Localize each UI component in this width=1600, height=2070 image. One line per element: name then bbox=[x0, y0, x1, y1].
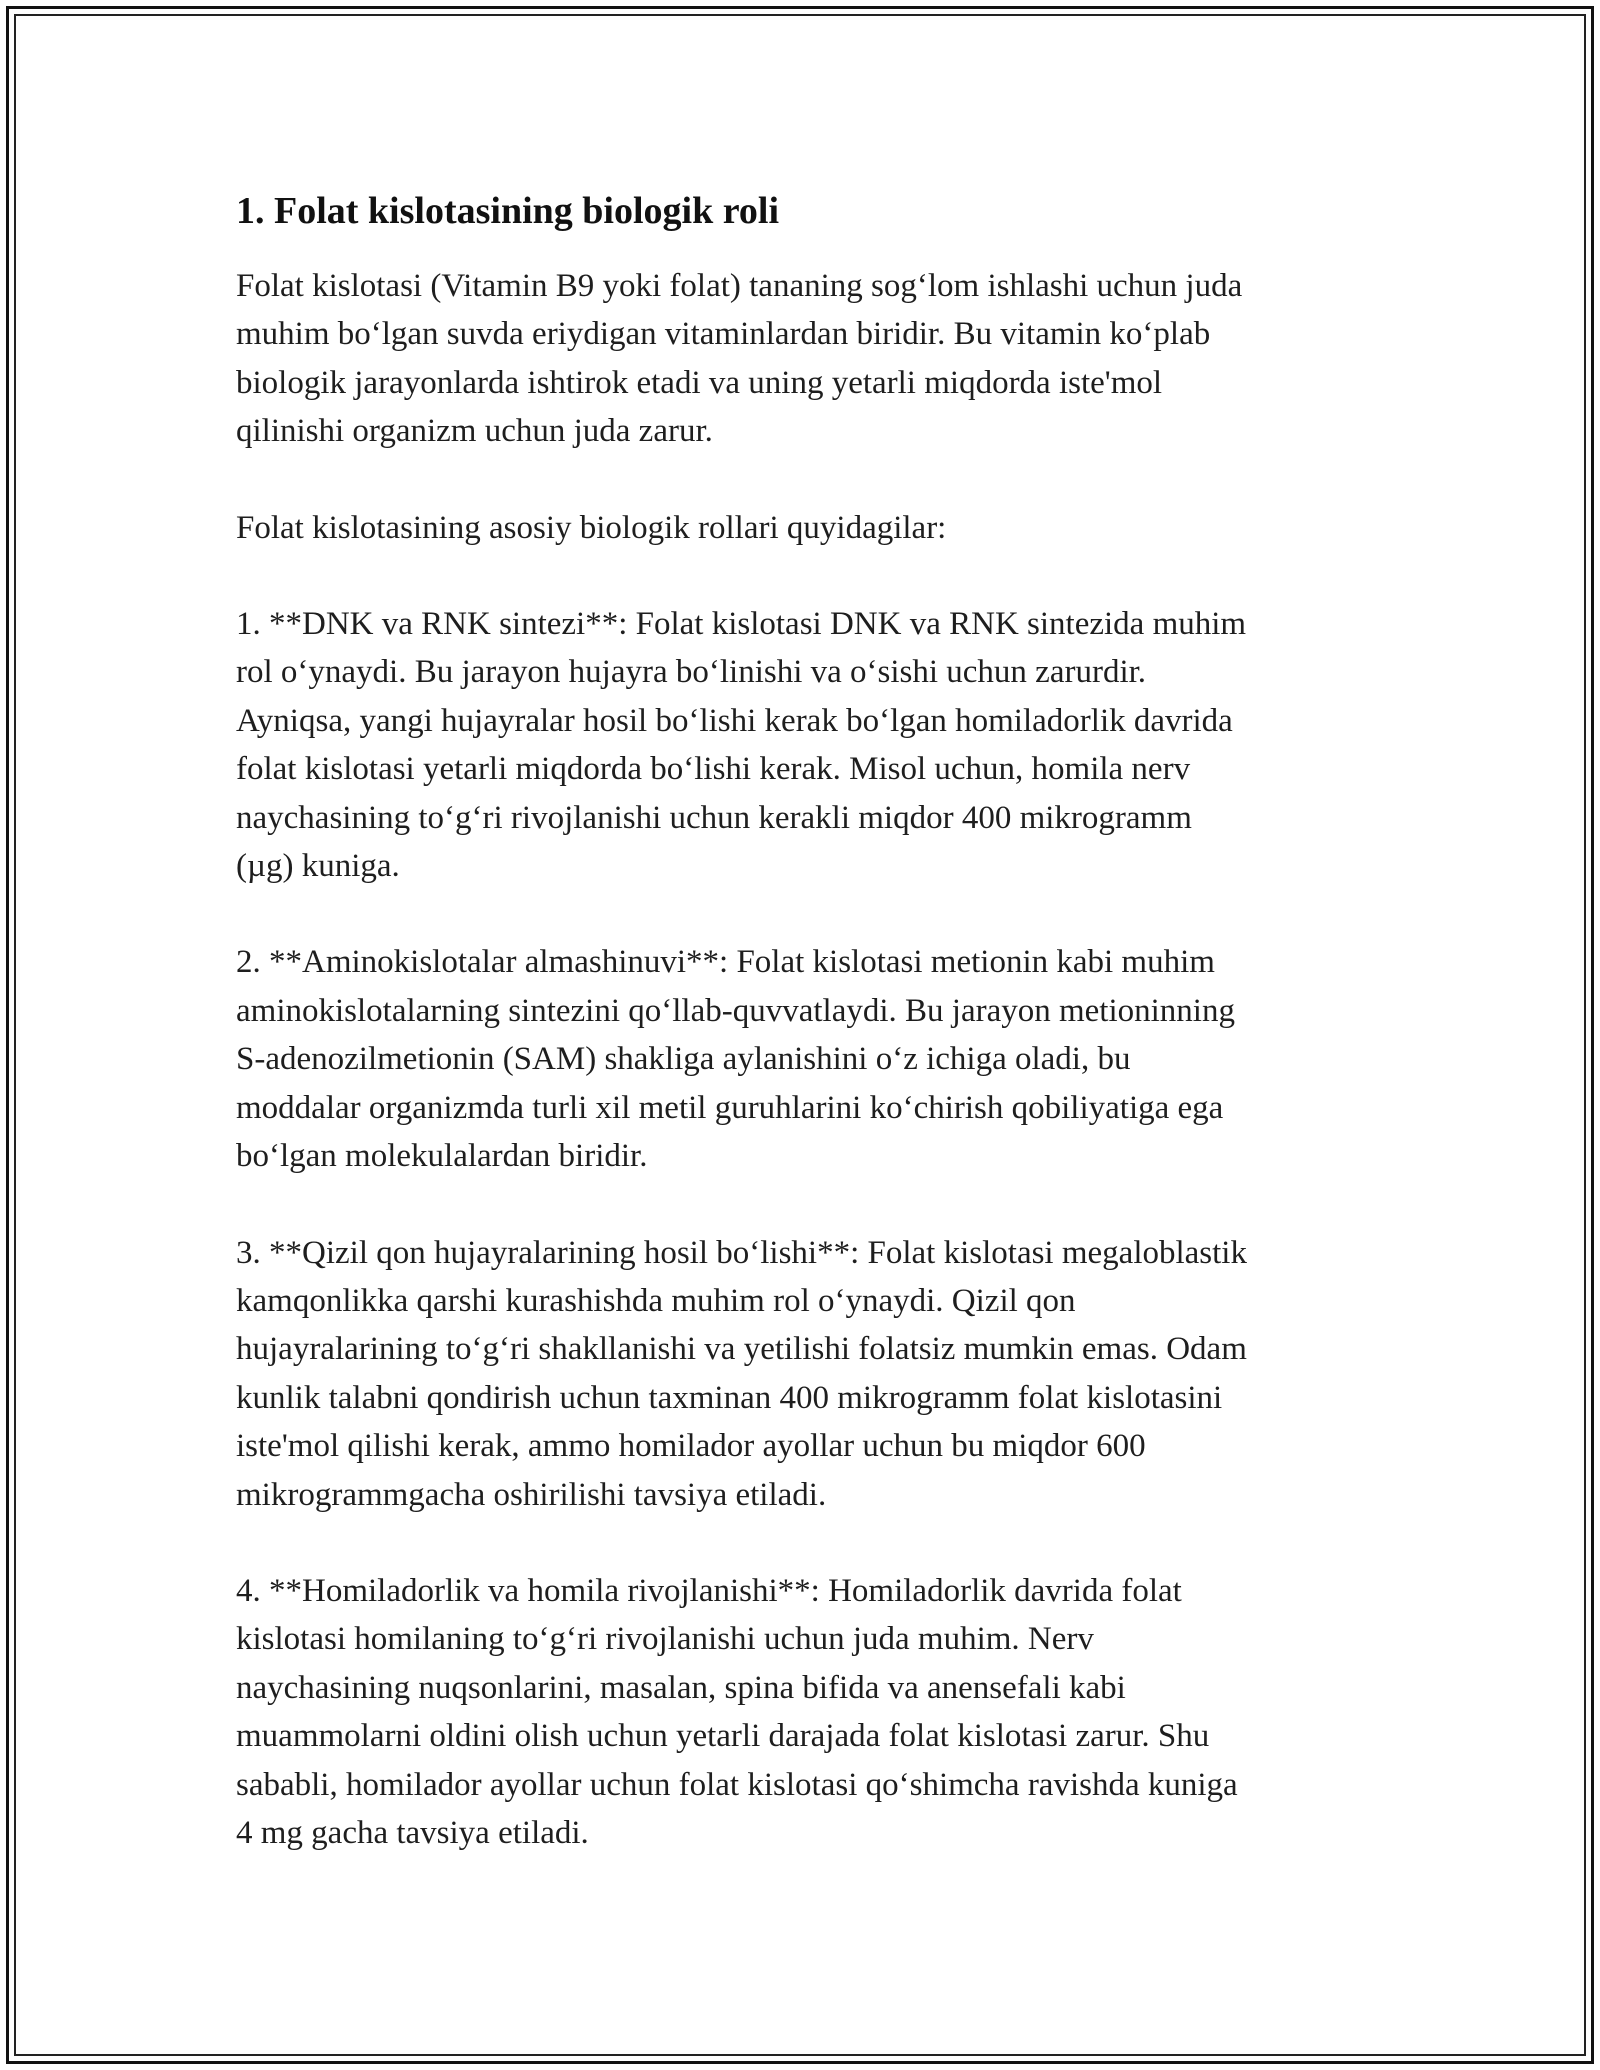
intro-paragraph: Folat kislotasi (Vitamin B9 yoki folat) tananing sog‘lom ishlashi uchun juda muhim bo‘lgan suvda eriydigan vitaminlardan biridir. Bu vitamin ko‘plab biologik jarayonlarda ishtirok etadi va uning yetarli miqdorda iste'mol qilinishi organizm uchun juda zarur. bbox=[236, 268, 1243, 450]
list-item-dnk-rnk: 1. **DNK va RNK sintezi**: Folat kislotasi DNK va RNK sintezida muhim rol o‘ynaydi. Bu jarayon hujayra bo‘linishi va o‘sishi uchun zarurdir. Ayniqsa, yangi hujayralar hosil bo‘lishi kerak bo‘lgan homiladorlik davrida folat kislotasi yetarli miqdorda bo‘lishi kerak. Misol uchun, homila nerv naychasining to‘g‘ri rivojlanishi uchun kerakli miqdor 400 mikrogramm (µg) kuniga. bbox=[236, 606, 1247, 885]
document-body bbox=[236, 186, 1396, 1905]
list-item-aminokislotalar: 2. **Aminokislotalar almashinuvi**: Folat kislotasi metionin kabi muhim aminokislotalarning sintezini qo‘llab-quvvatlaydi. Bu jarayon metioninning S-adenozilmetionin (SAM) shakliga aylanishini o‘z ichiga oladi, bu moddalar organizmda turli xil metil guruhlarini ko‘chirish qobiliyatiga ega bo‘lgan molekulalardan biridir. bbox=[236, 944, 1235, 1175]
roles-intro-paragraph: Folat kislotasining asosiy biologik rollari quyidagilar: bbox=[236, 509, 947, 546]
list-item-homiladorlik: 4. **Homiladorlik va homila rivojlanishi**: Homiladorlik davrida folat kislotasi homilaning to‘g‘ri rivojlanishi uchun juda muhim. Nerv naychasining nuqsonlarini, masalan, spina bifida va anensefali kabi muammolarni oldini olish uchun yetarli darajada folat kislotasi zarur. Shu sababli, homilador ayollar uchun folat kislotasi qo‘shimcha ravishda kuniga 4 mg gacha tavsiya etiladi. bbox=[236, 1572, 1238, 1851]
section-heading: 1. Folat kislotasining biologik roli bbox=[236, 190, 780, 232]
list-item-qizil-qon: 3. **Qizil qon hujayralarining hosil bo‘lishi**: Folat kislotasi megaloblastik kamqonlikka qarshi kurashishda muhim rol o‘ynaydi. Qizil qon hujayralarining to‘g‘ri shakllanishi va yetilishi folatsiz mumkin emas. Odam kunlik talabni qondirish uchun taxminan 400 mikrogramm folat kislotasini iste'mol qilishi kerak, ammo homilador ayollar uchun bu miqdor 600 mikrogrammgacha oshirilishi tavsiya etiladi. bbox=[236, 1234, 1247, 1513]
